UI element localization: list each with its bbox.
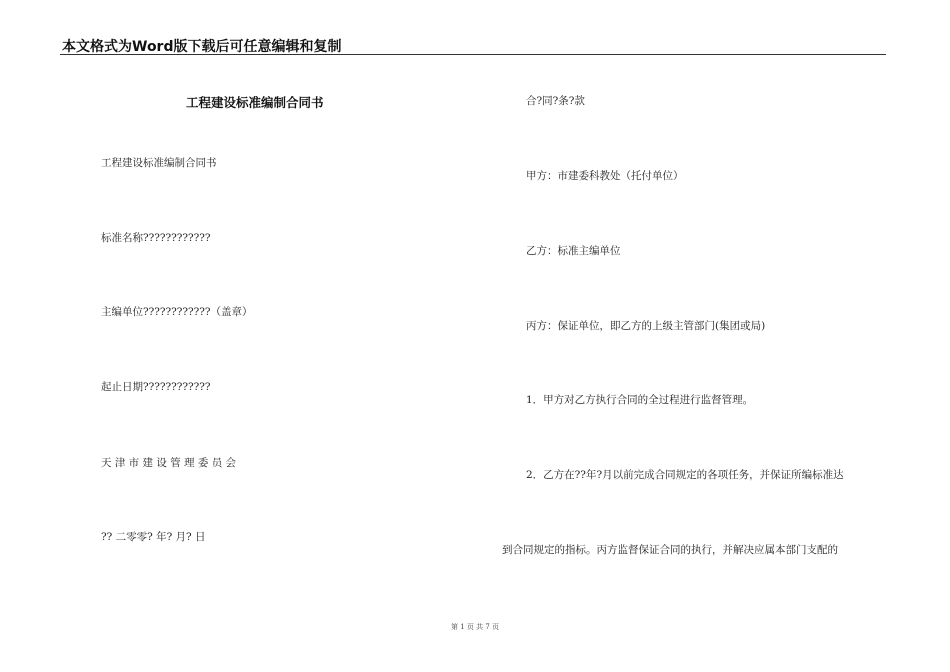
left-line-committee: 天 津 市 建 设 管 理 委 员 会 [101,457,237,469]
right-line-party-b: 乙方：标准主编单位 [526,245,621,257]
left-line-chief-editor: 主编单位????????????（盖章） [101,306,253,318]
left-line-signing-date: ?? 二零零? 年? 月? 日 [101,531,206,543]
right-line-clause-2: 2．乙方在??年?月以前完成合同规定的各项任务，并保证所编标准达 [526,469,844,481]
right-line-party-a: 甲方：市建委科教处（托付单位） [526,170,684,182]
page-number-footer: 第 1 页 共 7 页 [450,623,500,631]
document-title: 工程建设标准编制合同书 [186,95,324,110]
right-line-clause-1: 1．甲方对乙方执行合同的全过程进行监督管理。 [526,394,754,406]
left-line-title: 工程建设标准编制合同书 [101,157,217,169]
header-divider [60,54,886,55]
page-header-text: 本文格式为Word版下载后可任意编辑和复制 [62,39,342,55]
left-line-dates: 起止日期???????????? [101,381,211,393]
right-line-clause-2-continued: 到合同规定的指标。丙方监督保证合同的执行，并解决应属本部门支配的 [502,544,838,556]
left-line-standard-name: 标准名称???????????? [101,232,211,244]
right-line-party-c: 丙方：保证单位，即乙方的上级主管部门(集团或局) [526,320,766,332]
right-line-clauses-heading: 合?同?条?款 [526,95,585,107]
